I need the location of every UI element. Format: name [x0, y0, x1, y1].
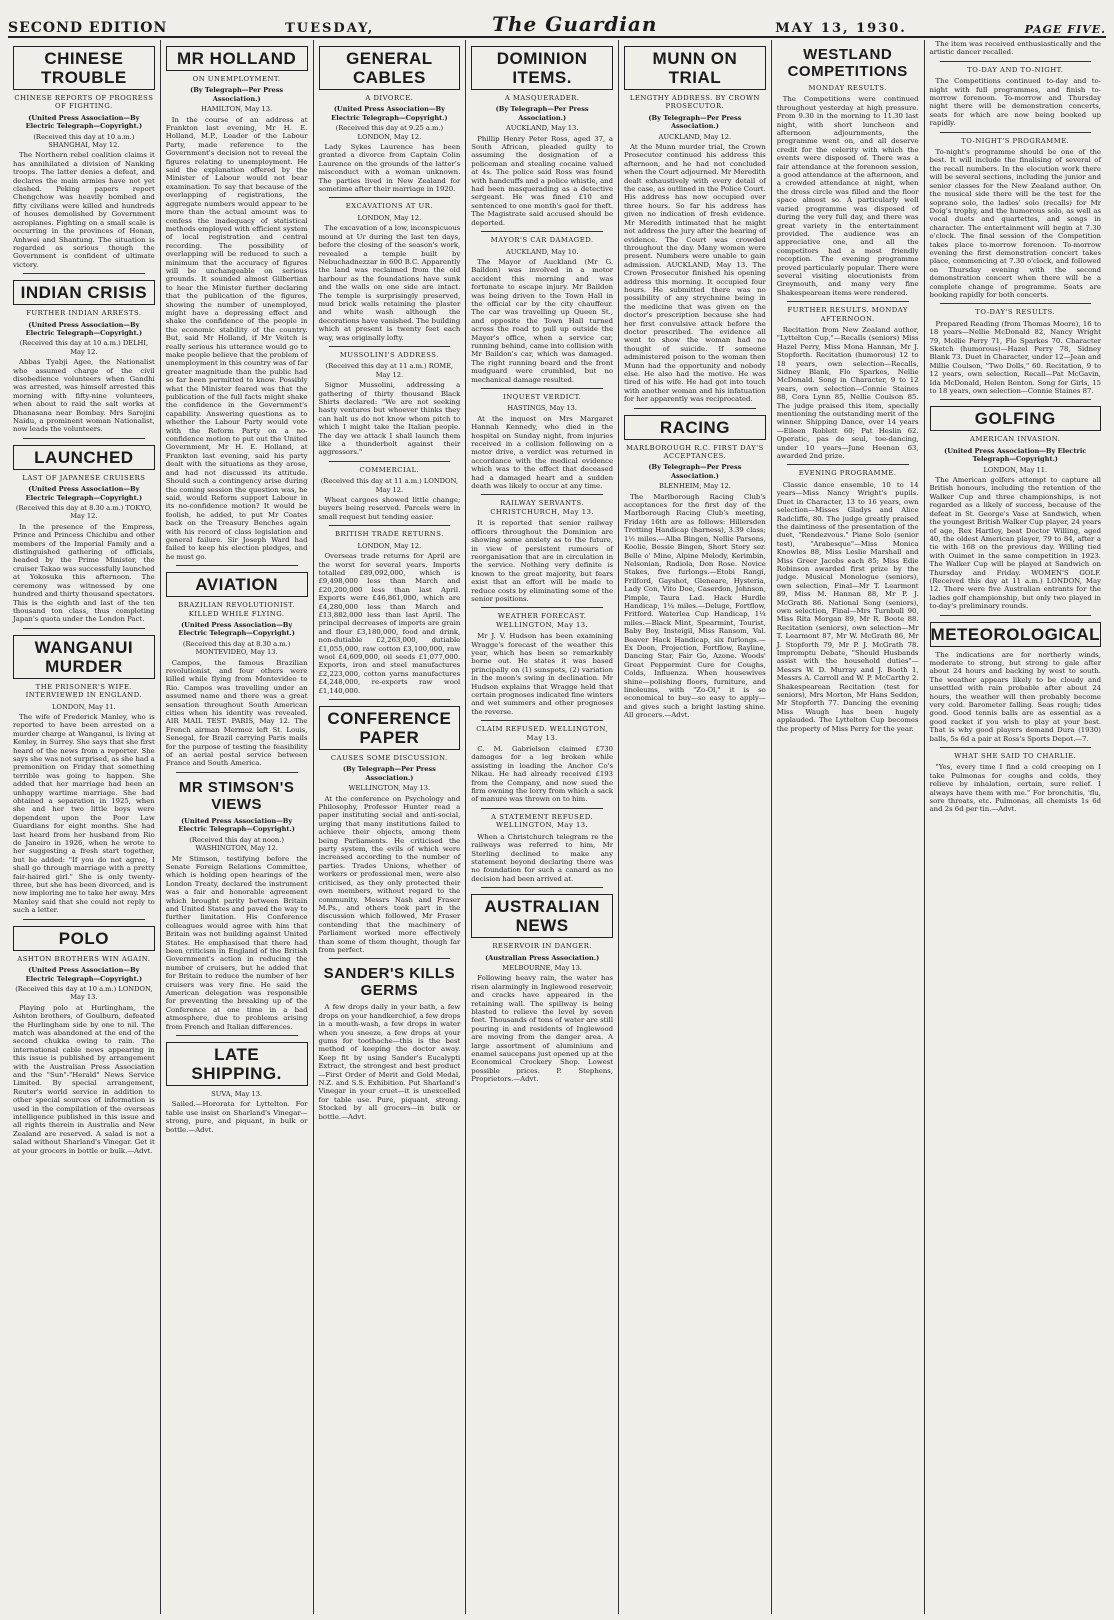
article-body: The Northern rebel coalition claims it has annihilated a division of Nanking troops. The latter denies a defeat, and declares the main armies have not yet clashed. Peking papers report Chengchow was heavily bombed and fifty civilians were killed and hundreds of houses demolished by Government aeroplanes. Fighting on a small scale is occurring in the provinces of Honan, Anhwei and Shantung. The situation is regarded as serious though the Government is confident of ultimate victory.	[13, 151, 155, 269]
article-credit: (United Press Association—By Electric Telegraph—Copyright.)	[331, 105, 448, 122]
article-divider	[329, 461, 451, 462]
article-body: At the conference on Psychology and Philosophy, Professor Hunter read a paper instituting social and anti-social, urging that many institutions failed to achieve their objects, among them being Parliaments. He criticised the party system, the evils of which were increased according to the number of parties. Trades Unions, whether of workers or professional men, were also criticised, as they only protected their own members, without regard to the community. Messrs Nash and Fraser M.Ps., and others took part in the discussion which followed, Mr Fraser contending that the machinery of Parliament worked more effectively than some of them thought, though far from perfect.	[318, 794, 461, 954]
article-subheading: TO-DAY'S RESULTS.	[975, 308, 1056, 317]
article-body: Recitation from New Zealand author, "Lyttelton Cup,"—Recalls (seniors) Miss Hazel Perry, Miss Mona Hannan, Mr J. Stopforth. Recitation (humorous) 12 to 18 years, own selection—Recalls, Sidney Blank, Flo Sparkes, Nellie McDonald. Song in Character, 9 to 12 years, own selection—Connie Staines 88, Cora Lynn 85, Nellie Coulson 85. The judge praised this item, specially mentioning the outstanding merit of the winner. Shipping Dance, over 14 years—Eileen Roblett 60; Pat Heslin 62. Operatic, pas de seul, toe-dancing, under 10 years—June Heenan 63, awarded 2nd prize.	[776, 325, 919, 461]
article	[930, 752, 1101, 814]
column-7	[925, 40, 1106, 1614]
article-body: Campos, the famous Brazilian revolutionist, and four others were killed while flying from Montevideo to Rio. Campos was travelling under an assumed name and there was a great sensation throughout South American cities when his identity was revealed. AIR MAIL TEST. PARIS, May 12. The French airman Mermoz left St. Louis, Senegal, for Brazil carrying Paris mails for the purpose of testing the feasibility of an aerial postal service between France and South America.	[165, 658, 308, 768]
article	[777, 306, 919, 460]
article	[777, 469, 919, 733]
article-subheading: LAST OF JAPANESE CRUISERS	[22, 473, 146, 482]
article-subheading: A MASQUERADER.	[504, 94, 580, 102]
article	[471, 236, 613, 384]
article-headline: WESTLAND COMPETITIONS	[787, 46, 908, 80]
article-body: It is reported that senior railway officers throughout the Dominion are showing some anxiety as to the future, in view of persistent rumours of reorganisation that are in circulation in the service. Nothing very definite is known to the great majority, but fears exist that an effort will be made to reduce costs by eliminating some of the senior positions.	[471, 519, 614, 603]
article-headline: MR STIMSON'S VIEWS	[178, 778, 295, 813]
article-body: Following heavy rain, the water has risen alarmingly in Inglewood reservoir, and cracks have appeared in the retaining wall. The spillway is being blasted to relieve the level by seven feet. Thousands of tons of water are still pouring in and residents of Inglewood are moving from the danger area. A large assortment of aluminium and enamel saucepans just opened up at the Economical Crockery Shop. Lowest possible prices. P. Stephens, Proprietors.—Advt.	[471, 974, 614, 1084]
article-headline: WANGANUI MURDER	[13, 635, 155, 679]
article-headline: INDIAN CRISIS	[13, 280, 155, 305]
article-subheading: COMMERCIAL.	[359, 465, 420, 474]
article-subheading: CAUSES SOME DISCUSSION.	[330, 754, 448, 762]
article	[930, 622, 1101, 743]
article-body: To-night's programme should be one of the best. It will include the finalising of several of the recall numbers. In the elocution work there will be several sections, including the junior and senior classes for the New Zealand author. On the musical side there will be the test for the soprano solo, the ladies' solo (recalls) for Mr Doig's trophy, and the humorous solo, as well as vocal duets and quartettes, and songs in character. The entertainment will begin at 7.30 o'clock. The final session of the Competition takes place to-morrow forenoon. To-morrow evening the first demonstration concert takes place, commencing at 7.30 o'clock, and followed on Thursday evening with the second demonstration concert when there will be a complete change of programme. Seats are booking rapidly for both concerts.	[929, 148, 1101, 299]
article-dateline: AUCKLAND, May 13.	[505, 124, 579, 133]
article-headline: LATE SHIPPING.	[166, 1042, 308, 1086]
article	[624, 46, 766, 404]
article	[13, 280, 155, 434]
article-divider	[329, 525, 451, 526]
article-subheading: TO-DAY AND TO-NIGHT.	[967, 65, 1064, 74]
article	[13, 445, 155, 624]
edition-label: SECOND EDITION	[8, 20, 168, 36]
article-dateline: BLENHEIM, May 12.	[658, 482, 731, 491]
article-dateline: (Received this day at 10 a.m.) LONDON, May 13.	[15, 984, 153, 1002]
article-subheading: ASHTON BROTHERS WIN AGAIN.	[17, 954, 151, 963]
article	[319, 466, 461, 521]
article-body: Lady Sykes Laurence has been granted a divorce from Captain Colin Laurence on the grounds of the latter's misconduct with a woman unknown. The parties lived in New Zealand for sometime after their marriage in 1920.	[318, 143, 461, 194]
article-dateline: (Received this day at 8.30 a.m.) TOKYO, May 12.	[15, 504, 152, 521]
article-credit: (United Press Association—By Electric Telegraph—Copyright.)	[25, 966, 143, 983]
article-headline: SANDER'S KILLS GERMS	[323, 965, 456, 1000]
article-body: A few drops daily in your bath, a few drops on your handkerchief, a few drops in a mouth-wash, a few drops in water when you sneeze, a few drops at your gums for toothache—this is the best method of keeping the doctor away. Keep fit by using Sander's Eucalypti Extract, the strongest and best product—First Order of Merit and Gold Medal, N.Z. and S.S. Exhibition. Put Sharland's Vinegar in your cruet—it is unexcelled for table use. Pure, piquant, strong. Stocked by all grocers—in bulk or bottle.—Advt.	[318, 1003, 461, 1121]
article-subheading: CLAIM REFUSED. WELLINGTON, May 13.	[476, 725, 609, 742]
newspaper-title: The Guardian	[492, 12, 658, 36]
article-divider	[23, 273, 145, 274]
article-subheading: EVENING PROGRAMME.	[798, 469, 897, 478]
article-body: The Competitions continued to-day and to-night with full programmes, and finish to-morrow forenoon. To-morrow and Thursday night there will be demonstration concerts, seats for which are now being booked up rapidly.	[929, 77, 1101, 128]
article-subheading: A DIVORCE.	[365, 94, 414, 102]
article-divider	[787, 301, 909, 302]
article-credit: (United Press Association—By Electric Telegraph—Copyright.)	[25, 113, 143, 131]
article	[471, 499, 613, 603]
column-2	[161, 40, 314, 1614]
article-dateline: (Received this day at 11 a.m.) LONDON, May 12.	[320, 477, 459, 494]
article-headline: RACING	[624, 415, 766, 440]
article-body: Overseas trade returns for April are the worst for several years. Imports totalled £89,092,000, which is £9,498,000 less than March and £20,200,000 less than last April. Exports were £46,861,000, which are £4,280,000 less than March and £13,882,000 less than last April. The principal decreases of imports are grain and flour £3,180,000, food and drink, non-dutiable £2,263,000, dutiable £1,055,000, raw cotton £3,100,000, raw wool £4,609,000, oil seeds £1,077,000. Exports, iron and steel manufactures £2,223,000, cotton yarns manufactures £4,248,000, re-exports raw wool £1,140,000.	[318, 552, 461, 695]
article-subheading: BRITISH TRADE RETURNS.	[334, 530, 444, 539]
article-credit: (Australian Press Association.)	[485, 953, 600, 962]
article-dateline: (Received this day at 9.25 a.m.) LONDON, May 12.	[335, 124, 444, 141]
article-dateline: LONDON, May 12.	[357, 541, 422, 550]
article-divider	[481, 887, 603, 888]
article-divider	[329, 346, 451, 347]
article	[930, 40, 1101, 57]
article-divider	[481, 808, 603, 809]
article-credit: (By Telegraph—Per Press Association.)	[342, 765, 436, 782]
article-dateline: SUVA, May 13.	[211, 1090, 263, 1099]
article-subheading: A STATEMENT REFUSED. WELLINGTON, May 13.	[491, 812, 594, 830]
article-divider	[23, 919, 145, 920]
article-subheading: MAYOR'S CAR DAMAGED.	[490, 236, 594, 245]
article	[930, 66, 1101, 128]
article-divider	[176, 772, 298, 773]
article	[930, 137, 1101, 300]
article-divider	[940, 303, 1091, 304]
article-credit: (By Telegraph—Per Press Association.)	[495, 105, 589, 122]
article	[471, 612, 613, 716]
article-subheading: LENGTHY ADDRESS. BY CROWN PROSECUTOR.	[629, 94, 760, 111]
article	[166, 779, 308, 1031]
article-credit: (United Press Association—By Electric Telegraph—Copyright.)	[178, 620, 295, 638]
article-headline: GENERAL CABLES	[319, 46, 461, 90]
article-subheading: FURTHER RESULTS. MONDAY AFTERNOON.	[787, 306, 908, 323]
article-subheading: RAILWAY SERVANTS. CHRISTCHURCH, May 13.	[490, 499, 595, 516]
article-dateline: HASTINGS, May 13.	[507, 404, 577, 413]
article-divider	[329, 958, 451, 959]
article-body: Playing polo at Hurlingham, the Ashton brothers, of Goulburn, defeated the Hurlingham side by one to nil. The match was abandoned at the end of the second chukka owing to rain. The international cable news appearing in this issue is published by arrangement with the Australian Press Association and the "Sun"-"Herald" News Service Limited. By special arrangement, Reuter's world service in addition to other special sources of information is used in the compilation of the overseas intelligence published in this issue and all rights therein in Australia and New Zealand are reserved. A salad is not a salad without Sharland's Vinegar. Get it at your grocers in bottle or bulk.—Advt.	[13, 1003, 155, 1155]
article-subheading: WHAT SHE SAID TO CHARLIE.	[954, 752, 1077, 761]
article-body: Phillip Henry Peter Ross, aged 37, a South African, pleaded guilty to assuming the designation of a policeman and stealing cocaine valued at 4s. The police said Ross was found with handcuffs and a police whistle, and had been masquerading as a detective sergeant. He was fined £10 and sentenced to one month's gaol for theft. The Magistrate said accused should be deported.	[471, 134, 614, 227]
article-body: "Yes, every time I find a cold creeping on I take Pulmonas for coughs and colds, they relieve by inhalation, certain, sure relief. I always have them with me." For bronchitis, 'flu, sore throats, etc. Pulmonas, all chemists 1s 6d and 2s 6d per tin.—Advt.	[929, 763, 1101, 814]
article	[319, 530, 461, 695]
article-divider	[329, 699, 451, 700]
article-credit: (By Telegraph—Per Press Association.)	[648, 463, 742, 480]
article-body: Abbas Tyabji Agee, the Nationalist who assumed charge of the civil disobedience volunteers when Gandhi was arrested, was himself arrested this morning with fifty-nine volunteers, when about to raid the salt works at Dhanasana near Bombay. Mrs Sarojini Naidu, a prominent woman Nationalist, now leads the volunteers.	[13, 358, 155, 434]
article-subheading: CHINESE REPORTS OF PROGRESS OF FIGHTING.	[14, 94, 154, 111]
article-credit: (By Telegraph—Per Press Association.)	[190, 86, 284, 103]
article-subheading: TO-NIGHT'S PROGRAMME.	[961, 136, 1070, 145]
article	[319, 202, 461, 342]
article	[319, 965, 461, 1121]
article-divider	[481, 607, 603, 608]
article-body: In the course of an address at Frankton last evening, Mr H. E. Holland, M.P., Leader of the Labour Party, made reference to the Government's decision not to reveal the figures relating to unemployment. He said the explanation offered by the Minister of Labour would not bear examination. To say that because of the overlapping of registrations, the aggregate numbers would appear to be more than the actual amount was to confess the inadequacy of statistical methods employed with efficient system of local registration and central recording. The possibility of overlapping will be reduced to such a minimum that the accuracy of figures will be unchangeable on serious grounds. It sounded almost Gilbertian to hear the Minister further declaring that the publication of the figures, showing the number of unemployed, might have a depressing effect and shake the confidence of the people in the economic stability of the country. But, said Mr Holland, if Mr Veitch is really serious his utterance would go to make people believe that the problem of unemployment in this country was of far greater magnitude than the public had so far been permitted to know. Possibly what the Minister feared was that the publication of the full facts might shake the confidence in the Government's capability. Answering questions as to whether the Labour Party would vote with the Reform Party on a no-confidence motion to put out the United Government, Mr H. E. Holland, at Frankton last evening, said his party dealt with the situations as they arose, and had not discussed its attitude. Should such a contingency arise during the coming session the question was, he said, would Reform support Labour in its no-confidence motion? It would be foolish, he added, to put Mr Coates back on the Treasury Benches again with his record of class legislation and general failure. Sir Joseph Ward had failed to keep his election pledges, and he must go.	[165, 115, 308, 561]
article-body: In the presence of the Empress, Prince and Princess Chichibu and other members of the Imperial Family and a distinguished gathering of officials, headed by the Prime Minister, the cruiser Takao was successfully launched at Yokosuka this afternoon. The ceremony was witnessed by one hundred and thirty thousand spectators. This is the eighth and last of the ten thousand ton class, thus completing Japan's quota under the London Pact.	[13, 522, 155, 624]
article-divider	[940, 61, 1091, 62]
article-divider	[940, 132, 1091, 133]
article-headline: CONFERENCE PAPER	[319, 706, 461, 750]
article	[471, 393, 613, 490]
article	[471, 725, 613, 804]
masthead-date: MAY 13, 1930.	[775, 21, 907, 36]
article-headline: MUNN ON TRIAL	[624, 46, 766, 90]
article-divider	[23, 438, 145, 439]
article-divider	[481, 720, 603, 721]
article	[166, 572, 308, 768]
article-body: Classic dance ensemble, 10 to 14 years—Miss Nancy Wright's pupils. Duet in Character, 13 to 16 years, own selection—Misses Gladys and Alice Radcliffe, 80. The judge greatly praised the daintiness of the presentation of the duet, "Rendezvous." Piano Solo (senior test), "Arabesque"—Miss Monica Knowles 88, Miss Leslie Marshall and Miss Greer Jacobs each 85; Miss Edie Robinson awarded first prize by the judge. Musical Monologue (seniors), own selection, Final—Mr T. Learmont 89, Miss M. Hannan 88, Mr P. J. McGrath 86. National Song (seniors), own selection, Final—Mrs Turnbull 90, Miss Rita Morgan 89, Mr R. Boote 88. Recitation (seniors), own selection—Mr T. Learmont 87, Mr W. McGrath 86, Mr J. Stopforth 79, Mr P. J. McGrath 78. Impromptu Debate, "Should Husbands assist with the household duties"—Messrs W. D. Murray and J. Booth 1, Messrs A. Carroll and W. P. McCarthy 2. Shakespearean Recitation (test for seniors), Mrs Morton, Mr Hans Seddon, Mr Stopforth 77. Dancing the evening Miss Waugh has been hugely applauded. The Lyttelton Cup becomes the property of Miss Perry for the year.	[776, 480, 919, 733]
article-body: Prepared Reading (from Thomas Moore), 16 to 18 years—Nellie McDonald 82, Nancy Wright 79, Mollie Perry 71, Flo Sparkes 70. Character Sketch (humorous)—Hazel Perry 78, Sidney Blank 73. Duet in Character, under 12—Jean and Millie Coulson, "Two Dolls," 60. Recitation, 9 to 12 years, own selection, Recall—Pat McGavin, Ida McDonald, Helen Renton. Song for Girls, 15 to 18 years, own selection—Connie Staines 87.	[929, 319, 1101, 396]
article	[930, 406, 1101, 610]
article	[471, 894, 613, 1084]
article-headline: POLO	[13, 926, 155, 951]
newspaper-columns	[8, 40, 1106, 1614]
article	[624, 415, 766, 720]
article-dateline: AUCKLAND, May 10.	[505, 247, 579, 256]
article-subheading: INQUEST VERDICT.	[503, 393, 582, 401]
article-dateline: LONDON, May 12.	[357, 213, 422, 222]
article-headline: AVIATION	[166, 572, 308, 597]
article-divider	[329, 197, 451, 198]
page-number: PAGE FIVE.	[1024, 23, 1106, 36]
article-divider	[481, 231, 603, 232]
article-credit: (United Press Association—By Electric Telegraph—Copyright.)	[944, 446, 1087, 464]
article-divider	[634, 408, 756, 409]
article-body: Sailed.—Hororata for Lyttelton. For table use insist on Sharland's Vinegar—strong, pure, and piquant, in bulk or bottle.—Advt.	[165, 1100, 308, 1134]
article-body: The indications are for northerly winds, moderate to strong, but strong to gale after about 24 hours and backing by west to south. The weather appears likely to be cloudy and unsettled with rain probable after about 24 hours, the weather will then probably become very cold. Barometer falling. Seas rough; tides good. Good tennis balls are as essential as a good racket if you wish to play at your best. That is why good players demand Dura (1930) balls, 5s 6d a pair at Ross's Sports Depot.—7.	[929, 650, 1101, 743]
article	[166, 1042, 308, 1134]
article	[319, 351, 461, 457]
article-body: When a Christchurch telegram re the railways was referred to him, Mr Sterling declined to make any statement beyond declaring there was no foundation for such a canard as no decision had been arrived at.	[471, 832, 614, 883]
article	[166, 46, 308, 561]
article-divider	[940, 747, 1091, 748]
article-headline: LAUNCHED	[13, 445, 155, 470]
article-headline: DOMINION ITEMS.	[471, 46, 613, 90]
article-body: At the inquest on Mrs Margaret Hannah Kennedy, who died in the hospital on Sunday night, from injuries received in a collision following on a motor drive, a verdict was returned in accordance with the medical evidence which was to the effect that deceased had a damaged heart and a sudden death was likely to occur at any time.	[471, 414, 614, 491]
article-subheading: THE PRISONER'S WIFE. INTERVIEWED IN ENGLAND.	[25, 682, 143, 700]
article-dateline: LONDON, May 11.	[52, 702, 116, 711]
article-credit: (By Telegraph—Per Press Association.)	[648, 113, 742, 131]
article-body: The Mayor of Auckland (Mr G. Baildon) was involved in a motor accident this morning and was fortunate to escape injury. Mr Baildon was being driven to the Town Hall in the official car by the city chauffeur. The car was travelling up Queen St., and opposite the Town Hall turned across the road to pull up outside the Mayor's office, when a service car, running behind, came into collision with Mr Baildon's car, which was damaged. The right running board and the front mudguard were crumbled, but no mechanical damage resulted.	[471, 257, 614, 384]
article-divider	[176, 1035, 298, 1036]
article-dateline: (Received this day at 8.30 a.m.) MONTEVIDEO, May 13.	[182, 639, 291, 657]
article-subheading: BRAZILIAN REVOLUTIONIST. KILLED WHILE FLYING.	[178, 601, 295, 618]
article-body: At the Munn murder trial, the Crown Prosecutor continued his address this afternoon, and he had not concluded when the Court adjourned. Mr Meredith dealt exhaustively with every detail of the case, as outlined in the Police Court. His address has now occupied over three hours. So far his address has given no indication of fresh evidence. Mr Meredith intimated that he might not address the jury after the hearing of evidence. The Court was crowded throughout the day. Many women were present. Numbers were unable to gain admission. AUCKLAND, May 13. The Crown Prosecutor finished his opening address this morning. It occupied four hours. He submitted there was no possibility of any strychnine being in the medicine that was given on the doctor's prescription because she had her first convulsive attack before the doctor prescribed. The evidence all went to show the woman had no thought of suicide. If someone administered poison to the woman then Munn had the opportunity and nobody else. He also had the motive. He was tired of his wife. He had got into touch with another woman and his infatuation for her apparently was reciprocated.	[624, 143, 766, 404]
article	[777, 46, 919, 297]
article-subheading: ON UNEMPLOYMENT.	[192, 75, 281, 83]
column-3	[314, 40, 467, 1614]
article-subheading: AMERICAN INVASION.	[970, 435, 1061, 444]
article-body: C. M. Gabrielson claimed £730 damages for a leg broken while assisting in loading the Anchor Co's Nikau. He had already received £193 from the Company, and now sued the firm owning the lorry from which a sack of manure was thrown on to him.	[471, 745, 614, 804]
masthead	[8, 6, 1106, 38]
article-dateline: AUCKLAND, May 12.	[658, 132, 732, 141]
article-body: The Competitions were continued throughout yesterday at high pressure. From 9.30 in the morning to 11.30 last night, with short luncheon and afternoon adjournments, the programme went on, and all deserve credit for the celerity with which the events were disposed of. There was a fair attendance at the forenoon session, a good attendance at the afternoon, and a crowded attendance at night, when the dress circle was filled and the floor space almost so. A particularly well varied programme was disposed of during the very full day, and there was great variety in the entertainment provided. The audience was an appreciative one, and all the competitors had a most friendly reception. The evening programme proved particularly popular. There were several visiting elocutionists from Greymouth, and many very fine Shakespearean items were rendered.	[776, 95, 919, 297]
article-subheading: MUSSOLINI'S ADDRESS.	[339, 350, 439, 359]
article	[319, 706, 461, 954]
article-body: The excavation of a low, inconspicuous mound at Ur during the last ten days, before the closing of the season's work, revealed a temple built by Nebuchadnezzar in 600 B.C. Apparently the land was reclaimed from the old harbour as the foundations have sunk and the walls on one side are intact. The temple is surprisingly preserved, mud brick walls retaining the plaster and white wash although the decorations have vanished. The building which at present is twenty feet each way, was originally lofty.	[318, 224, 461, 342]
article-body: Signor Mussolini, addressing a gathering of thirty thousand Black Shirts declared: "We are not seeking hasty ventures but whoever thinks they can halt us do not know whom pitch to which I might take the Italian people. The day we attack I shall launch them like a thunderbolt against their aggressors."	[318, 381, 461, 457]
article-subheading: MONDAY RESULTS.	[808, 84, 887, 92]
article-divider	[176, 565, 298, 566]
article-divider	[23, 628, 145, 629]
article	[13, 46, 155, 269]
article-credit: (United Press Association—By Electric Telegraph—Copyright.)	[25, 320, 143, 337]
article-credit: (United Press Association—By Electric Telegraph—Copyright.)	[178, 816, 295, 834]
article-credit: (United Press Association—By Electric Telegraph—Copyright.)	[25, 485, 143, 502]
article-divider	[481, 494, 603, 495]
article-body: The wife of Frederick Manley, who is reported to have been arrested on a murder charge at Wanganui, is living at Kenley, in Surrey. She says that she first heard of the news from a reporter. She says she was not surprised, as she had a premonition on Friday that something terrible was going to happen. She added that her marriage had been an unhappy wartime marriage. She had obtained a separation in 1925, when she and her two little boys were dependent upon the Poor Law Guardians for eight months. She had last heard from her husband from Rio de Janeiro in 1926, when he wrote to her suggesting a fresh start together, but he added: "If you do not agree, I shall go through marriage with a pretty fair-haired girl." She is only twenty-three, but she has been divorced, and is now imploring me to take her away. Mrs Manley said that she could not reply to such a letter.	[13, 712, 155, 915]
article-body: The item was received enthusiastically and the artistic dancer recalled.	[929, 40, 1101, 57]
article-dateline: LONDON, May 11.	[983, 465, 1048, 474]
article-headline: GOLFING	[930, 406, 1101, 431]
article-divider	[481, 388, 603, 389]
article-body: Mr J. V. Hudson has been examining Wragge's forecast of the weather this year, which has been so remarkably borne out. He states it was based principally on (1) sunspots, (2) variation in the moon's swing in declination. Mr Hudson explains that Wragge held that certain prognoses indicated fine winters and wet summers and other prognoses the reverse.	[471, 632, 614, 716]
article-headline: METEOROLOGICAL	[930, 622, 1101, 647]
column-6	[772, 40, 925, 1614]
article-dateline: MELBOURNE, May 13.	[502, 963, 583, 972]
article-subheading: FURTHER INDIAN ARRESTS.	[26, 309, 142, 318]
article-body: Mr Stimson, testifying before the Senate Foreign Relations Committee, which is holding open hearings of the London Treaty, declared the instrument was a fair and honorable agreement which brought parity between Britain and United States and paved the way to further limitation. His Conference colleagues would agree with him that Britain was not building against United States. He emphasised that there had been criticism in England of the British Government's action in reducing the number of cruisers, but he added that for Britain to reduce the number of her cruisers was very fine. He said the American delegation was responsible for preventing the breaking up of the Conference at one time in a bad atmosphere, due to problems arising from French and Italian differences.	[165, 854, 308, 1031]
article-headline: AUSTRALIAN NEWS	[471, 894, 613, 938]
article	[471, 46, 613, 227]
article-headline: CHINESE TROUBLE	[13, 46, 155, 90]
article	[930, 308, 1101, 395]
article-body: The American golfers attempt to capture all British honours, including the retention of the Walker Cup and three championships, is not regarded as a likely of success, because of the defeat in St. George's Vase at Sandwich, when the youngest British Walker Cup player, 24 years of age, Rex Hartley, beat Doctor Willing, aged 40, the oldest American player, 79 to 84, after a tie with 168 on the previous day. Willing tied with Ouimet in the same competition in 1923. The Walker Cup will be played at Sandwich on Thursday and Friday. WOMEN'S GOLF. (Received this day at 11 a.m.) LONDON, May 12. There were five Australian entrants for the ladies golf championship, but only two played in to-day's preliminary rounds.	[929, 476, 1101, 611]
article-body: Wheat cargoes showed little change; buyers being reserved. Parcels were in small request but tending easier.	[318, 496, 461, 521]
article-dateline: (Received this day at noon.) WASHINGTON, May 12.	[189, 835, 284, 853]
article-dateline: (Received this day at 11 a.m.) ROME, May 12.	[325, 362, 454, 379]
masthead-day: TUESDAY,	[285, 21, 375, 36]
article	[471, 813, 613, 883]
article-dateline: WELLINGTON, May 13.	[348, 784, 431, 793]
article-subheading: WEATHER FORECAST. WELLINGTON, May 13.	[495, 612, 589, 629]
article	[13, 635, 155, 915]
article-headline: MR HOLLAND	[166, 46, 308, 71]
article	[13, 926, 155, 1155]
column-4	[466, 40, 619, 1614]
article-subheading: MARLBOROUGH R.C. FIRST DAY'S ACCEPTANCES.	[626, 443, 764, 461]
column-5	[619, 40, 772, 1614]
article-divider	[940, 399, 1091, 400]
article-dateline: HAMILTON, May 13.	[201, 105, 273, 114]
column-1	[8, 40, 161, 1614]
article-dateline: (Received this day at 10 a.m.) SHANGHAI, May 12.	[33, 132, 135, 150]
article-body: The Marlborough Racing Club's acceptances for the first day of the Marlborough Racing Club's meeting, Friday 16th are as follows: Hillersden Trotting Handicap (harness), 3.39 class; 1½ miles.—Alba Bingen, Nellie Parsons, Koolie, Bessie Bingen, Short Story ser. Belle o' Mine, Alpine Melody, Kerimbin, Nelsonian, Radiola, Don Rose. Novice Stakes, five furlongs.—Etobi Rangi, Frilford, Gayshot, Gleneare, Hysteria, Lady Con, Vito Doe, Caserdon, Johnson, Pimple, Taura Lad. Hack Hurdle Handicap, 1¼ miles.—Deluge, Fortflow, Fritford. Waterlea Cup Handicap, 1¼ miles.—Black Mint, Spearmint, Tourist, Baby Boy, Insteigil, Miss Ransom, Val. Beaver Hack Handicap, six furlongs.—Ex Doon, Projection, Fortflow, Rayline, Dancing Star, Fair Go, Azone. Woods' Great Peppermint Cure for Coughs, Colds, Influenza. When housewives shine—polishing floors, furniture, and linoleums, with "Zo-Ol," it is so economical to buy—so easy to apply—and gives such a bright lasting shine. All grocers.—Advt.	[624, 492, 766, 720]
article-dateline: (Received this day at 10 a.m.) DELHI, May 12.	[19, 339, 149, 356]
article-divider	[940, 615, 1091, 616]
article-subheading: RESERVOIR IN DANGER.	[492, 942, 592, 951]
article-subheading: EXCAVATIONS AT UR.	[345, 202, 433, 211]
article	[319, 46, 461, 193]
article-divider	[787, 464, 909, 465]
